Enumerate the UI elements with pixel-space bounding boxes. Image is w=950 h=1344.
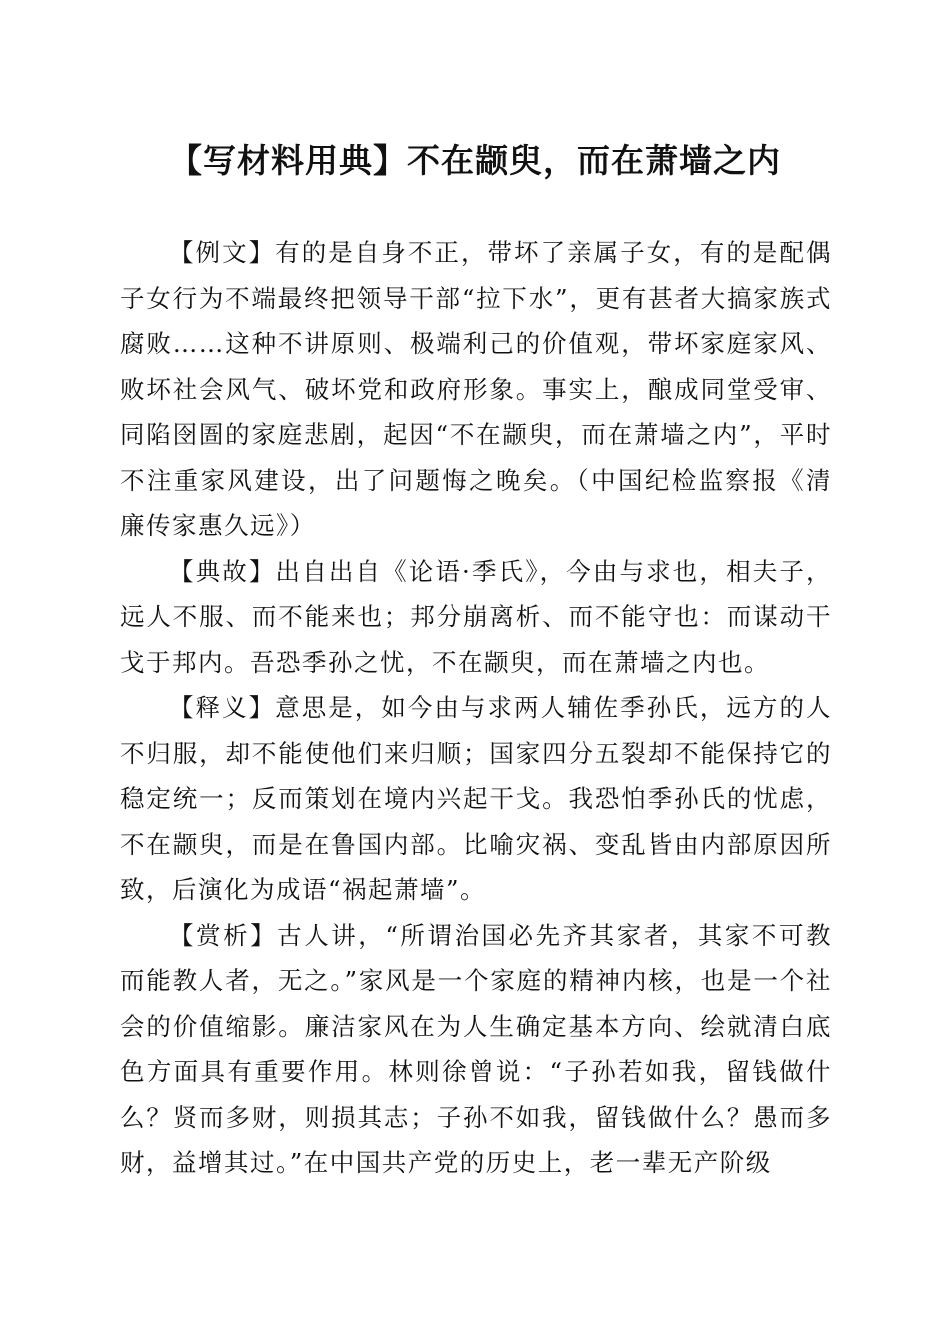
paragraph-meaning: 【释义】意思是，如今由与求两人辅佐季孙氏，远方的人不归服，却不能使他们来归顺；国家四分五裂却不能保持它的稳定统一；反而策划在境内兴起干戈。我恐怕季孙氏的忧虑，不在颛臾，而是在鲁国内部。比喻灾祸、变乱皆由内部原因所致，后演化为成语“祸起萧墙”。 bbox=[120, 693, 832, 904]
paragraph-allusion: 【典故】出自出自《论语·季氏》，今由与求也，相夫子，远人不服、而不能来也；邦分崩离析、而不能守也：而谋动干戈于邦内。吾恐季孙之忧，不在颛臾，而在萧墙之内也。 bbox=[120, 556, 832, 677]
paragraph-example: 【例文】有的是自身不正，带坏了亲属子女，有的是配偶子女行为不端最终把领导干部“拉下水”，更有甚者大搞家族式腐败……这种不讲原则、极端利己的价值观，带坏家庭家风、败坏社会风气、破坏党和政府形象。事实上，酿成同堂受审、同陷囹圄的家庭悲剧，起因“不在颛臾，而在萧墙之内”，平时不注重家风建设，出了问题悔之晚矣。（中国纪检监察报《清廉传家惠久远》） bbox=[120, 238, 832, 540]
document-title: 【写材料用典】不在颛臾，而在萧墙之内 bbox=[169, 141, 781, 180]
document-body bbox=[120, 230, 832, 1186]
paragraph-appreciation: 【赏析】古人讲，“所谓治国必先齐其家者，其家不可教而能教人者，无之。”家风是一个家庭的精神内核，也是一个社会的价值缩影。廉洁家风在为人生确定基本方向、绘就清白底色方面具有重要作用。林则徐曾说：“子孙若如我，留钱做什么？贤而多财，则损其志；子孙不如我，留钱做什么？愚而多财，益增其过。”在中国共产党的历史上，老一辈无产阶级 bbox=[120, 920, 832, 1177]
